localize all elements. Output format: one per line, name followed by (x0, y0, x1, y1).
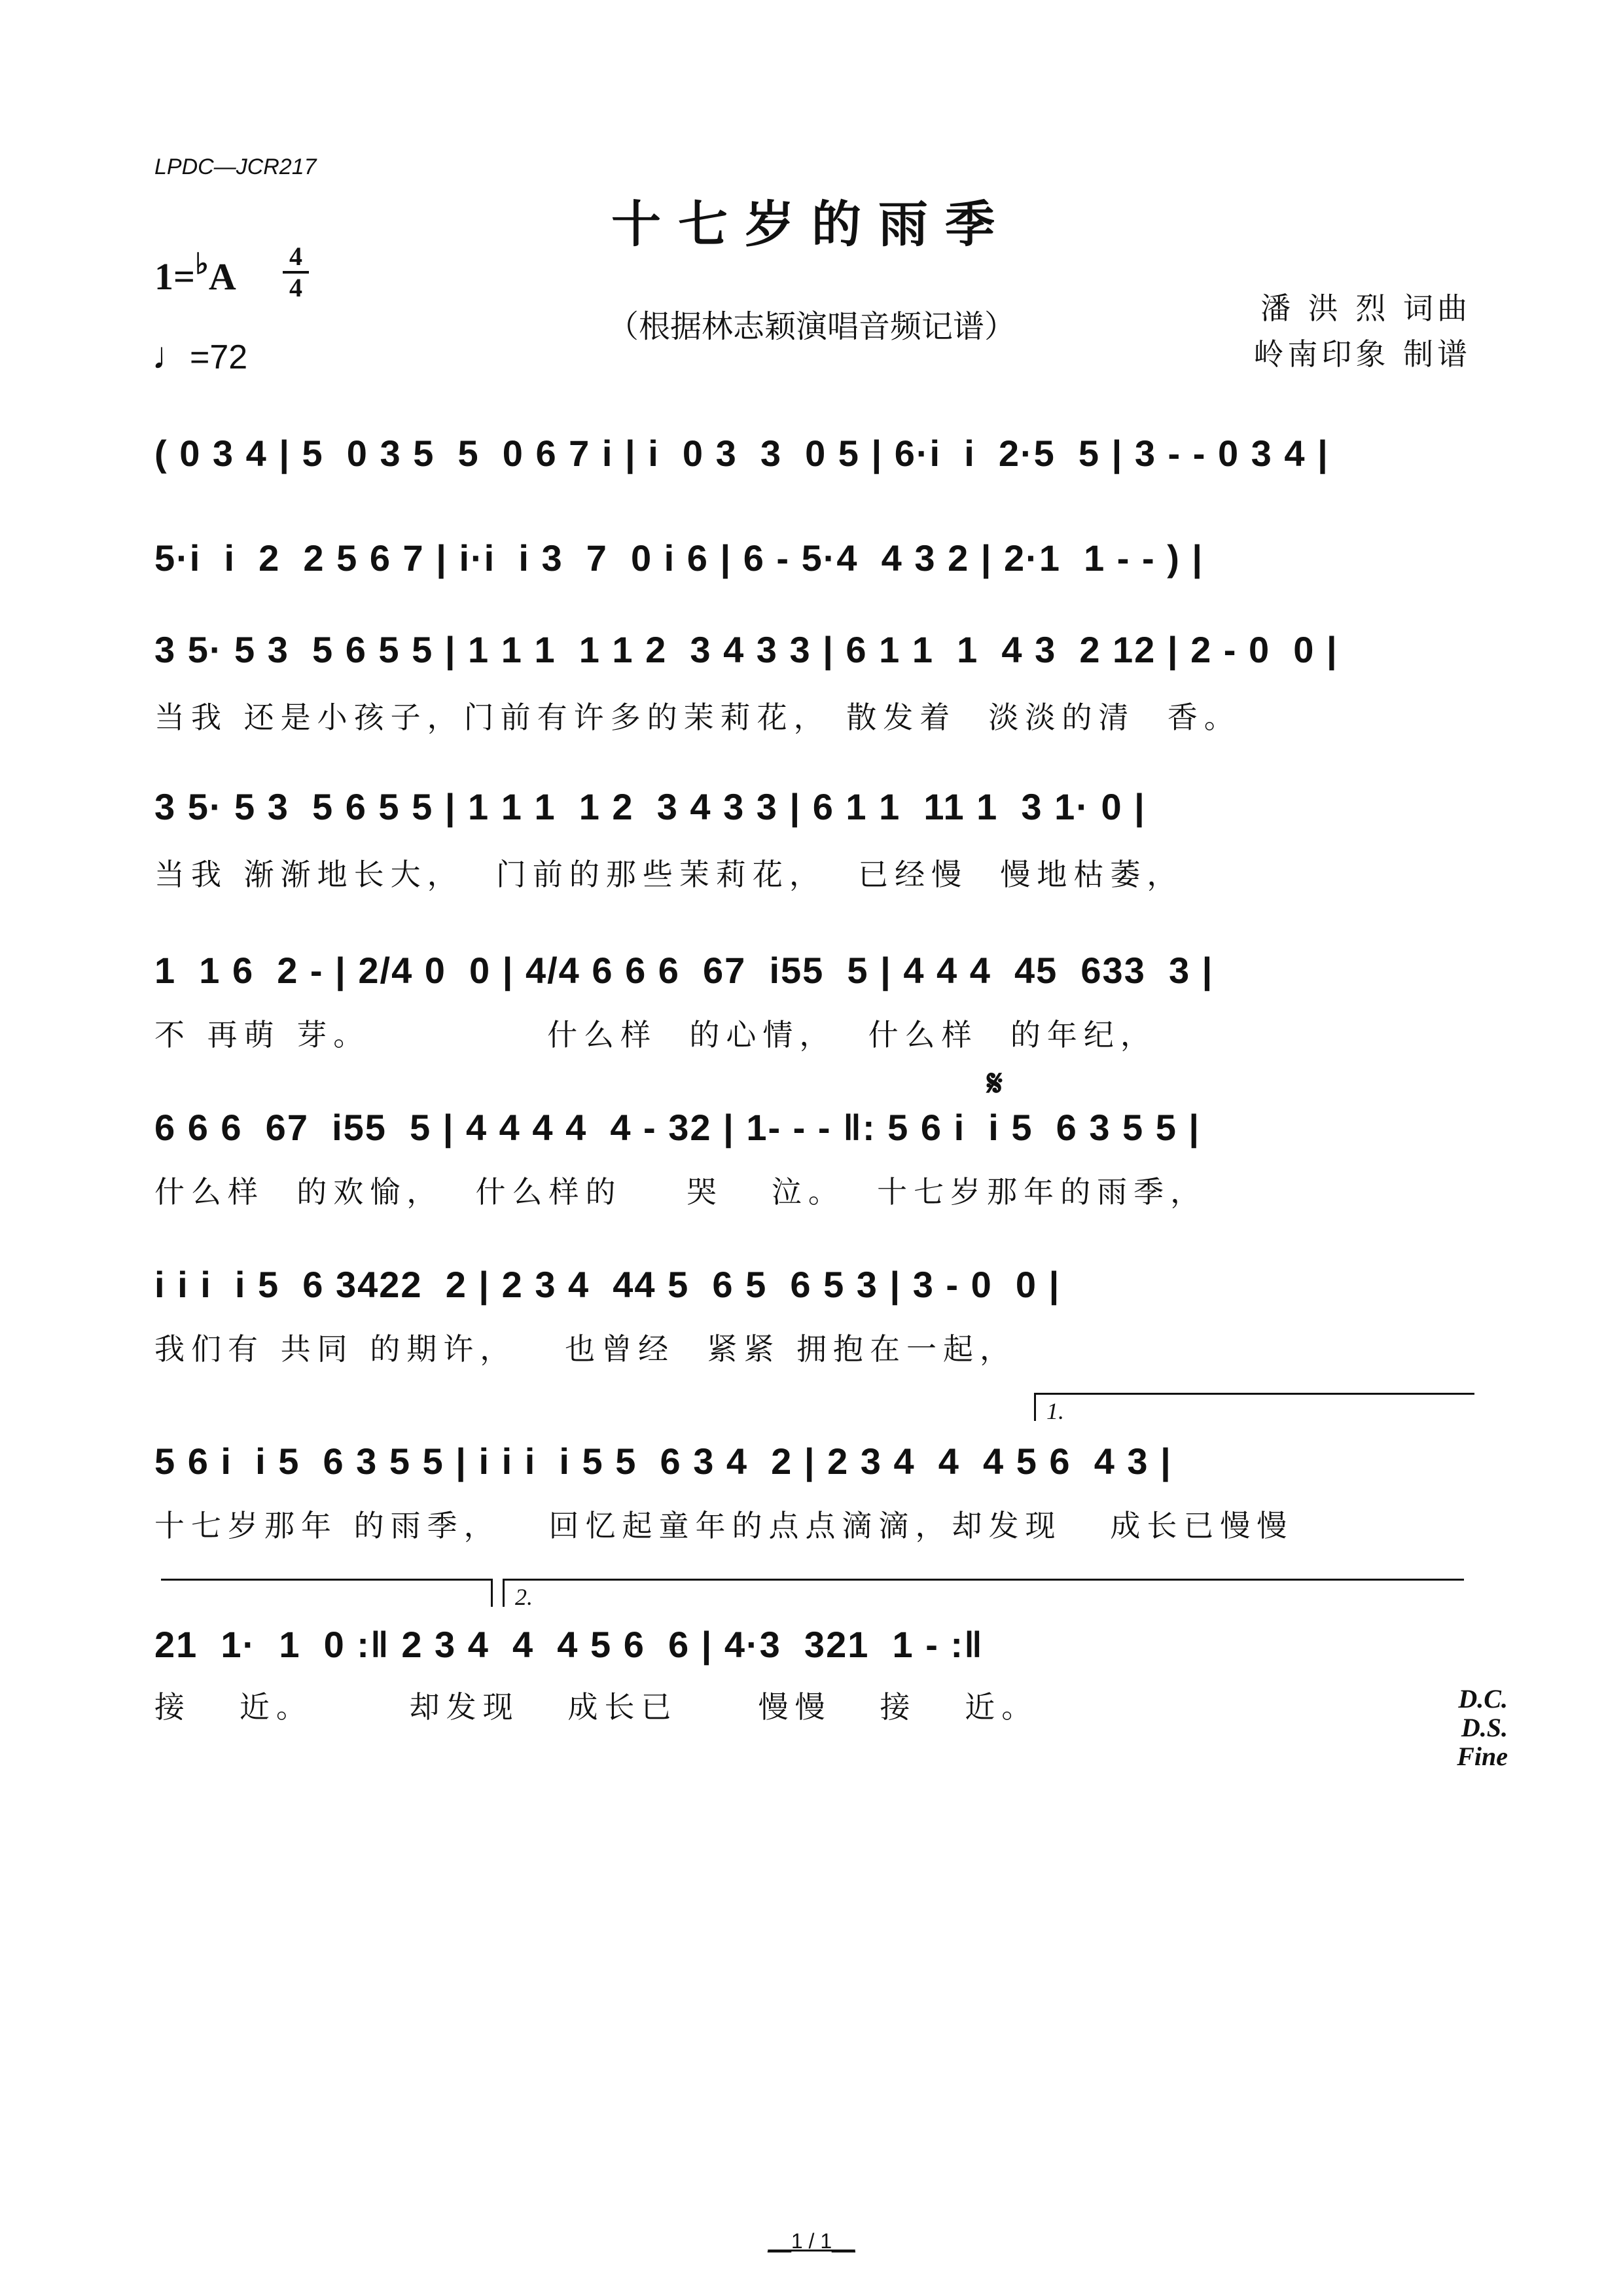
lyrics-row-7: 我们有 共同 的期许， 也曾经 紧紧 拥抱在一起， (154, 1331, 1016, 1367)
notation-row-1: ( 0 3 4 | 5 0 3 5 5 0 6 7 i | i 0 3 3 0 5 | 6·i i 2·5 5 | 3 - - 0 3 4 | (154, 433, 1329, 474)
time-signature-top: 4 (289, 242, 302, 271)
notation-row-7: i i i i 5 6 3422 2 | 2 3 4 44 5 6 5 6 5 3 | 3 - 0 0 | (154, 1264, 1061, 1305)
subtitle: （根据林志颖演唱音频记谱） (607, 308, 1016, 345)
volta-bracket-1-continued (161, 1579, 493, 1607)
volta-bracket-1 (1034, 1393, 1474, 1424)
score-code: LPDC—JCR217 (154, 154, 317, 179)
key-prefix: 1= (154, 255, 196, 298)
quarter-note-icon: ♩ (152, 334, 190, 377)
page-number-text: __1 / 1__ (768, 2229, 855, 2253)
lyrics-row-8: 十七岁那年 的雨季， 回忆起童年的点点滴滴，却发现 成长已慢慢 (154, 1508, 1294, 1543)
time-signature (283, 242, 309, 302)
lyrics-row-5: 不 再萌 芽。 什么样 的心情， 什么样 的年纪， (154, 1017, 1157, 1052)
credit-transcriber: 岭南印象 制谱 (1253, 336, 1471, 372)
dc-label: D.C. (1458, 1684, 1508, 1713)
repeat-directions (1457, 1685, 1508, 1771)
tempo-value: =72 (190, 338, 248, 376)
flat-sign-icon: ♭ (195, 248, 209, 280)
notation-row-9: 21 1· 1 0 :‖ 2 3 4 4 4 5 6 6 | 4·3 321 1 - :‖ (154, 1624, 984, 1665)
notation-row-6: 6 6 6 67 i55 5 | 4 4 4 4 4 - 32 | 1- - - ‖: 5 6 i i 5 6 3 5 5 | (154, 1107, 1201, 1148)
song-title: 十七岁的雨季 (611, 195, 1012, 253)
lyrics-row-3: 当我 还是小孩子，门前有许多的茉莉花， 散发着 淡淡的清 香。 (154, 700, 1241, 735)
notation-row-4: 3 5· 5 3 5 6 5 5 | 1 1 1 1 2 3 4 3 3 | 6 1 1 11 1 3 1· 0 | (154, 786, 1146, 827)
notation-row-8: 5 6 i i 5 6 3 5 5 | i i i i 5 5 6 3 4 2 | 2 3 4 4 4 5 6 4 3 | (154, 1441, 1172, 1482)
page-number (0, 2229, 1623, 2253)
segno-icon: 𝄋 (987, 1062, 1003, 1105)
ds-label: D.S. (1461, 1713, 1508, 1742)
lyrics-row-9: 接 近。 却发现 成长已 慢慢 接 近。 (154, 1689, 1039, 1725)
notation-row-2: 5·i i 2 2 5 6 7 | i·i i 3 7 0 i 6 | 6 - 5·4 4 3 2 | 2·1 1 - - ) | (154, 537, 1204, 579)
credit-lyrics-music: 潘 洪 烈 词曲 (1260, 291, 1471, 326)
volta-2-label: 2. (515, 1584, 533, 1610)
notation-row-5: 1 1 6 2 - | 2/4 0 0 | 4/4 6 6 6 67 i55 5 | 4 4 4 45 633 3 | (154, 950, 1214, 991)
credits (1253, 285, 1471, 377)
key-note: A (208, 255, 236, 298)
key-signature (154, 247, 236, 298)
time-signature-bottom: 4 (289, 273, 302, 302)
volta-1-label: 1. (1046, 1398, 1064, 1424)
volta-bracket-2 (503, 1579, 1464, 1610)
lyrics-row-4: 当我 渐渐地长大， 门前的那些茉莉花， 已经慢 慢地枯萎， (154, 857, 1184, 892)
notation-row-3: 3 5· 5 3 5 6 5 5 | 1 1 1 1 1 2 3 4 3 3 | 6 1 1 1 4 3 2 12 | 2 - 0 0 | (154, 629, 1338, 670)
lyrics-row-6: 什么样 的欢愉， 什么样的 哭 泣。 十七岁那年的雨季， (154, 1174, 1207, 1210)
fine-label: Fine (1457, 1742, 1508, 1771)
